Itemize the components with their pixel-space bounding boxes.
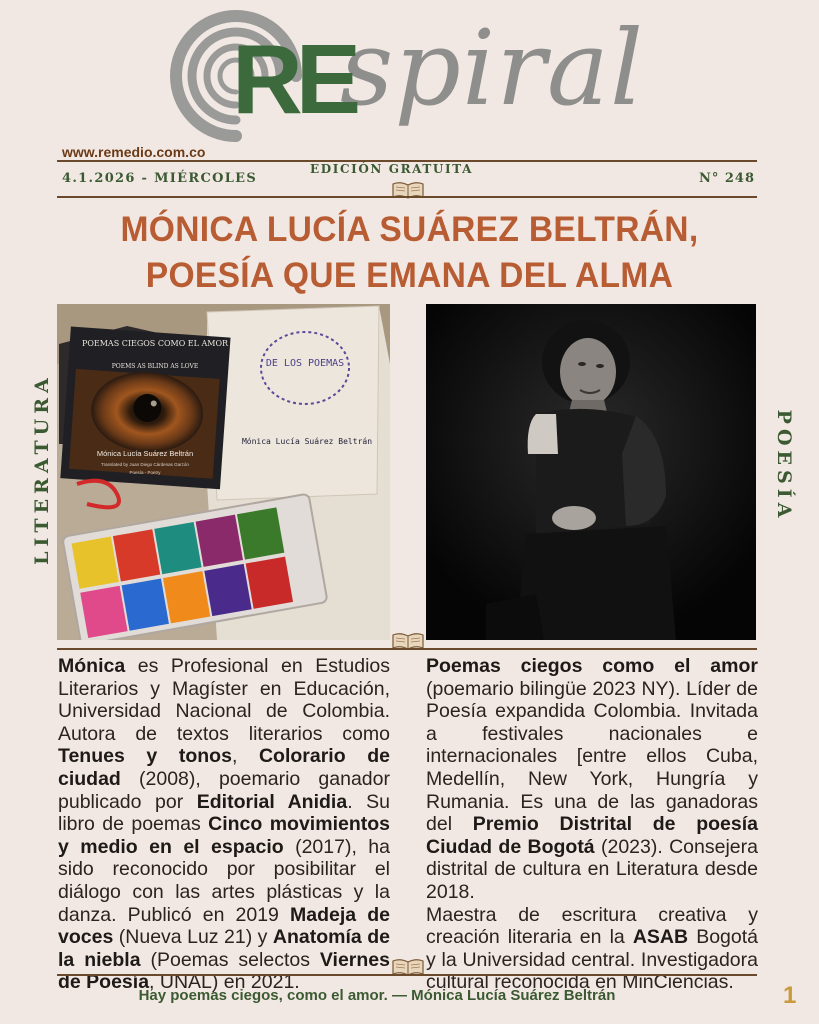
body-text: (Poemas selectos — [140, 948, 320, 971]
bold-title-text: Editorial Anidia — [196, 790, 348, 813]
book-cover-translator: Translated by Juan Diego Cárdenas Garzón — [101, 462, 189, 467]
author-portrait-photo — [426, 304, 756, 640]
issue-date: 4.1.2026 - MIÉRCOLES — [62, 171, 258, 186]
body-text: , — [231, 745, 259, 768]
fabric-embroidery-name: Mónica Lucía Suárez Beltrán — [241, 437, 373, 446]
header-bottom-rule — [57, 196, 757, 198]
body-text: (2008), poemario ganador publicado por — [58, 767, 390, 813]
logo-wordmark-re: RE — [232, 24, 355, 134]
footer-rule — [57, 974, 757, 976]
bold-title-text: Tenues y tonos — [58, 745, 232, 768]
body-paragraph — [426, 904, 758, 994]
book-and-threads-photo — [57, 304, 390, 640]
article-body-left — [58, 655, 390, 994]
book-still-life-image — [57, 304, 390, 640]
body-text: (poemario bilingüe 2023 NY). Líder de Poesía expandida Colombia. Invitada a festivales nacionales e internacionales [entre ellos Cuba, Medellín, New York, Hungría y Rumania. Es una de las ganadoras del — [426, 677, 758, 836]
photo-bottom-rule — [57, 648, 757, 650]
body-text: (2017), ha sido reconocido por posibilitar el diálogo con las artes plásticas y la danza. Publicó en 2019 — [58, 835, 390, 926]
bold-title-text: Madeja de voces — [58, 903, 390, 949]
bold-title-text: Cinco movimientos y medio en el espacio — [58, 813, 390, 858]
body-text: . Su libro de poemas — [58, 790, 390, 836]
bold-title-text: Anatomía de la niebla — [58, 926, 390, 971]
body-text: Bogotá y la Universidad central. Investigadora cultural reconocida en MinCiencias. — [426, 926, 758, 994]
footer-quote: Hay poemas ciegos, como el amor. — Mónica Lucía Suárez Beltrán — [138, 987, 616, 1004]
book-cover-author: Mónica Lucía Suárez Beltrán — [96, 449, 194, 458]
bold-title-text: Premio Distrital de poesía Ciudad de Bogotá — [426, 813, 758, 858]
bold-title-text: Viernes de Poesía — [58, 948, 390, 994]
book-cover-title: POEMAS CIEGOS COMO EL AMOR — [81, 339, 229, 348]
author-portrait-image — [426, 304, 756, 640]
body-text: (Nueva Luz 21) y — [113, 926, 273, 949]
fabric-embroidery-title: DE LOS POEMAS — [265, 358, 345, 369]
issue-number: N° 248 — [698, 171, 755, 186]
book-cover-genre: Poesía - Poetry — [129, 470, 161, 475]
article-body-right — [426, 655, 758, 994]
bold-title-text: Mónica — [58, 655, 126, 677]
book-cover-subtitle: POEMS AS BLIND AS LOVE — [111, 363, 199, 370]
body-text: (2023). Consejera distrital de cultura en Literatura desde 2018. — [426, 835, 758, 903]
body-paragraph — [58, 655, 390, 994]
body-text: , UNAL) en 2021. — [149, 971, 300, 994]
article-headline: MÓNICA LUCÍA SUÁREZ BELTRÁN, POESÍA QUE EMANA DEL ALMA — [120, 210, 699, 295]
body-text: Maestra de escritura creativa y creación literaria en la — [426, 903, 758, 949]
body-text: es Profesional en Estudios Literarios y Magíster en Educación, Universidad Nacional de Colombia. Autora de textos literarios como — [58, 655, 390, 745]
logo-wordmark-rest: spiral — [340, 7, 645, 129]
bold-title-text: Poemas ciegos como el amor — [426, 655, 758, 677]
section-label-literatura: LITERATURA — [31, 373, 53, 565]
body-paragraph — [426, 655, 758, 904]
bold-title-text: ASAB — [632, 926, 689, 949]
bold-title-text: Colorario de ciudad — [58, 745, 390, 790]
page-number: 1 — [783, 982, 797, 1009]
edition-label: EDICIÓN GRATUITA — [310, 162, 473, 176]
site-url-link[interactable]: www.remedio.com.co — [62, 144, 206, 160]
section-label-poesia: POESÍA — [773, 409, 795, 523]
